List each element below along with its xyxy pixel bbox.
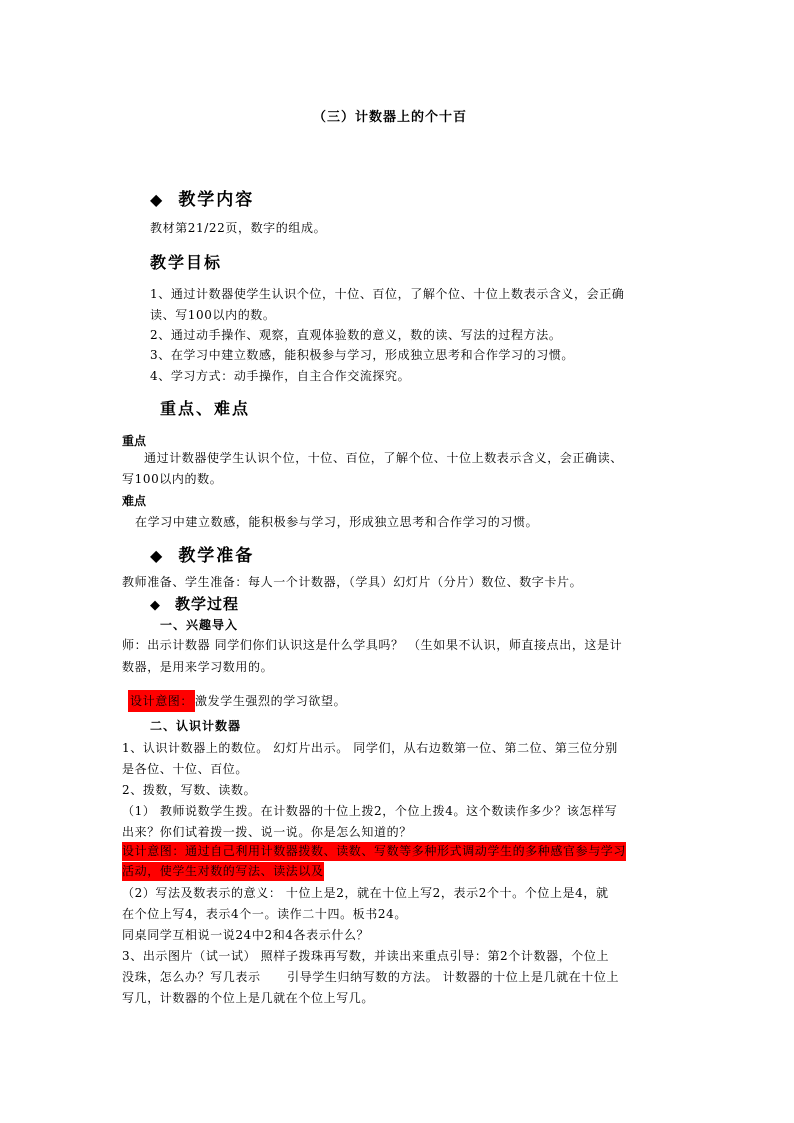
goal-line: 读、写100以内的数。 <box>150 308 276 322</box>
part1-line: 数器，是用来学习数用的。 <box>122 660 274 674</box>
part3-line: （2）写法及数表示的意义： 十位上是2，就在十位上写2，表示2个十。个位上是4，就 <box>122 886 609 900</box>
diamond-icon: ◆ <box>150 598 161 613</box>
diamond-icon: ◆ <box>150 190 165 209</box>
part2-heading: 二、认识计数器 <box>150 719 242 733</box>
diamond-icon: ◆ <box>150 546 165 565</box>
design-intent-text: 激发学生强烈的学习欲望。 <box>195 694 347 708</box>
page-title: （三）计数器上的个十百 <box>313 110 468 125</box>
design-intent-2-line: 设计意图：通过自己利用计数器拨数、读数、写数等多种形式调动学生的多种感官参与学习 <box>122 842 626 861</box>
part3-line: 在个位上写4，表示4个一。读作二十四。板书24。 <box>122 907 407 921</box>
heading-goals: 教学目标 <box>150 253 223 272</box>
difficulty-label: 难点 <box>122 494 147 508</box>
goal-line: 3、在学习中建立数感，能积极参与学习，形成独立思考和合作学习的习惯。 <box>150 348 575 362</box>
part2-line: 出来？你们试着拨一拨、说一说。你是怎么知道的？ <box>122 825 412 839</box>
key-line: 写100以内的数。 <box>122 472 223 486</box>
part2-line: 2、拨数，写数、读数。 <box>122 783 257 797</box>
design-intent-label: 设计意图： <box>128 690 195 712</box>
heading-prep <box>150 541 254 566</box>
heading-content <box>150 185 254 210</box>
heading-content-text: 教学内容 <box>178 190 255 210</box>
part3-line: 同桌同学互相说一说24中2和4各表示什么？ <box>122 928 370 942</box>
goal-line: 4、学习方式：动手操作，自主合作交流探究。 <box>150 369 411 383</box>
part1-heading: 一、兴趣导入 <box>160 618 239 632</box>
part3-line: 3、出示图片（试一试） 照样子拨珠再写数，并读出来重点引导：第2个计数器，个位上 <box>122 949 610 963</box>
key-label: 重点 <box>122 434 147 448</box>
prep-text: 教师准备、学生准备：每人一个计数器，（学具）幻灯片（分片）数位、数字卡片。 <box>122 575 583 589</box>
part2-line: 是各位、十位、百位。 <box>122 762 249 776</box>
goal-line: 2、通过动手操作、观察，直观体验数的意义，数的读、写法的过程方法。 <box>150 328 562 342</box>
difficulty-text: 在学习中建立数感，能积极参与学习，形成独立思考和合作学习的习惯。 <box>135 515 539 529</box>
content-text: 教材第21/22页，数字的组成。 <box>150 221 327 235</box>
part2-line: 1、认识计数器上的数位。 幻灯片出示。 同学们，从右边数第一位、第二位、第三位分别 <box>122 741 618 755</box>
design-intent-2-line: 活动，使学生对数的写法、读法以及 <box>122 862 324 881</box>
key-line: 通过计数器使学生认识个位，十位、百位，了解个位、十位上数表示含义，会正确读、 <box>144 451 623 465</box>
design-intent-1 <box>128 690 346 712</box>
heading-process <box>150 593 239 614</box>
heading-key-points: 重点、难点 <box>160 399 251 418</box>
goal-line: 1、通过计数器使学生认识个位，十位、百位，了解个位、十位上数表示含义，会正确 <box>150 287 625 301</box>
part2-line: （1） 教师说数学生拨。在计数器的十位上拨2，个位上拨4。这个数读作多少？该怎样写 <box>122 804 618 818</box>
part1-line: 师：出示计数器 同学们你们认识这是什么学具吗？ （生如果不认识，师直接点出，这是计 <box>122 638 623 652</box>
heading-process-text: 教学过程 <box>175 595 240 613</box>
part3-line: 写几，计数器的个位上是几就在个位上写几。 <box>122 991 375 1005</box>
part3-line: 没珠，怎么办？写几表示 引导学生归纳写数的方法。 计数器的十位上是几就在十位上 <box>122 970 620 984</box>
heading-prep-text: 教学准备 <box>178 546 255 566</box>
